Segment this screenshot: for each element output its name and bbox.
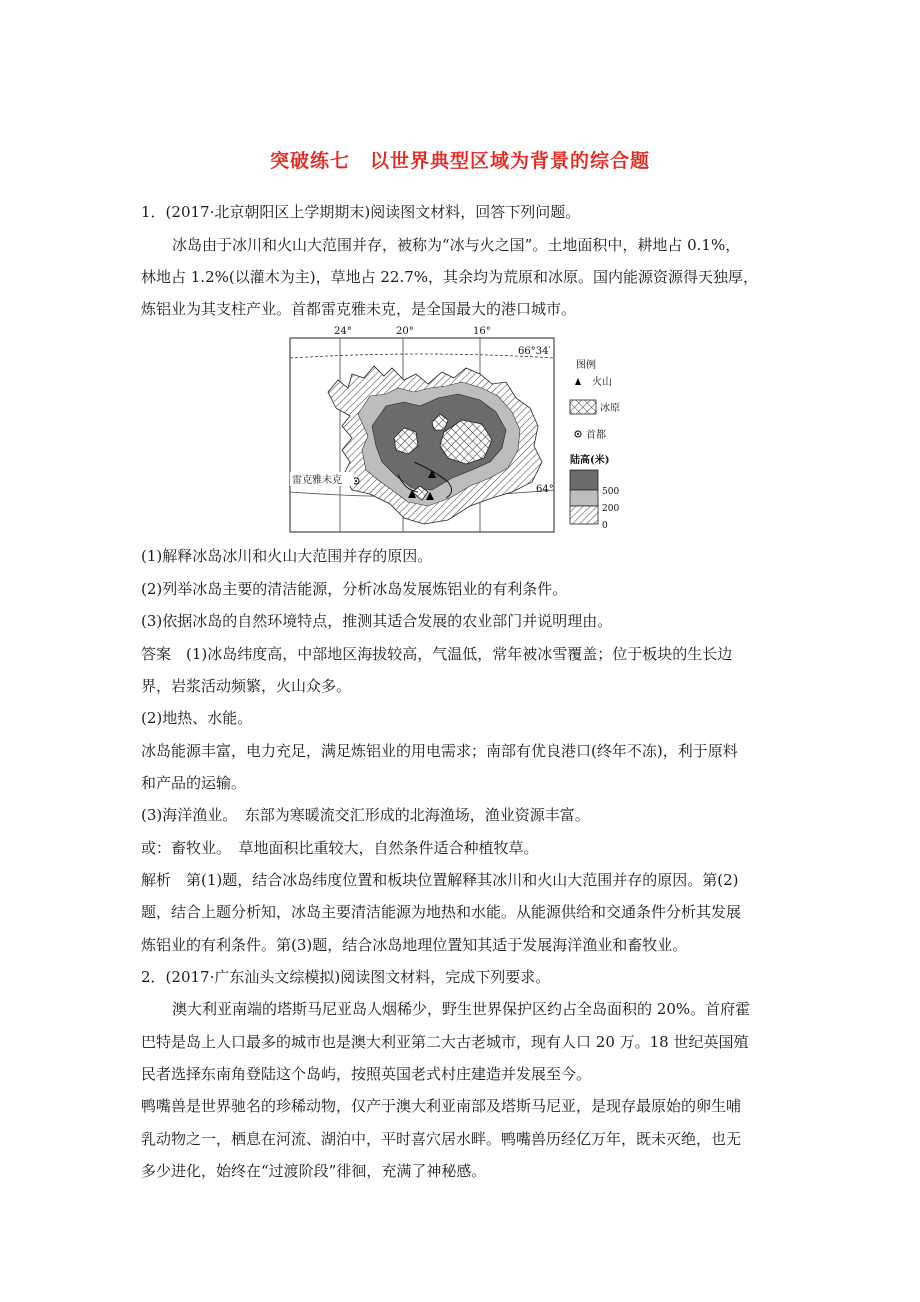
lon-label-16: 16°: [473, 326, 491, 337]
q2-material-line: 民者选择东南角登陆这个岛屿，按照英国老式村庄建造并发展至今。: [141, 1065, 592, 1083]
answer-line: 界，岩浆活动频繁，火山众多。: [141, 677, 352, 695]
legend-volcano-label: 火山: [592, 377, 612, 388]
capital-label: 雷克雅未克: [292, 475, 342, 486]
elev-tick-200: 200: [602, 504, 620, 514]
lon-label-20: 20°: [396, 326, 414, 337]
elev-tick-0: 0: [602, 521, 608, 531]
analysis-line: 题，结合上题分析知，冰岛主要清洁能源为地热和水能。从能源供给和交通条件分析其发展: [141, 903, 742, 921]
q1-subquestion: (1)解释冰岛冰川和火山大范围并存的原因。: [141, 547, 433, 565]
q2-material-line: 乳动物之一，栖息在河流、湖泊中，平时喜穴居水畔。鸭嘴兽历经亿万年，既未灭绝，也无: [141, 1130, 742, 1148]
legend-icefield-swatch: [570, 400, 596, 414]
q2-material-line: 澳大利亚南端的塔斯马尼亚岛人烟稀少，野生世界保护区约占全岛面积的 20%。首府霍: [172, 1000, 751, 1018]
answer-line: 冰岛能源丰富，电力充足，满足炼铝业的用电需求；南部有优良港口(终年不冻)，利于原料: [141, 742, 738, 760]
legend-title: 图例: [576, 360, 596, 371]
q2-material-line: 巴特是岛上人口最多的城市也是澳大利亚第二大古老城市，现有人口 20 万。18 世纪英国殖: [141, 1033, 749, 1051]
answer-line: (3)海洋渔业。 东部为寒暖流交汇形成的北海渔场，渔业资源丰富。: [141, 806, 590, 824]
answer-line: 答案 (1)冰岛纬度高，中部地区海拔较高，气温低，常年被冰雪覆盖；位于板块的生长边: [141, 645, 733, 663]
legend-mid-swatch: [570, 490, 598, 506]
q1-material-line: 林地占 1.2%(以灌木为主)，草地占 22.7%，其余均为荒原和冰原。国内能源资源得天独厚，: [141, 268, 759, 286]
page-title: 突破练七 以世界典型区域为背景的综合题: [269, 150, 650, 172]
analysis-line: 解析 第(1)题，结合冰岛纬度位置和板块位置解释其冰川和火山大范围并存的原因。第(2): [141, 871, 739, 889]
question-1-header: 1．(2017·北京朝阳区上学期期末)阅读图文材料，回答下列问题。: [141, 203, 581, 221]
q1-material-line: 炼铝业为其支柱产业。首都雷克雅未克，是全国最大的港口城市。: [141, 300, 577, 318]
legend-capital-label: 首都: [586, 430, 606, 441]
lat-label-arctic: 66°34′: [518, 346, 551, 357]
lon-label-24: 24°: [334, 326, 352, 337]
iceland-map-figure: [286, 322, 632, 534]
answer-line: (2)地热、水能。: [141, 709, 253, 727]
answer-line: 和产品的运输。: [141, 774, 247, 792]
question-2-header: 2．(2017·广东汕头文综模拟)阅读图文材料，完成下列要求。: [141, 968, 551, 986]
q1-subquestion: (2)列举冰岛主要的清洁能源，分析冰岛发展炼铝业的有利条件。: [141, 580, 568, 598]
elev-tick-500: 500: [602, 487, 620, 497]
legend-volcano-icon: [575, 378, 581, 385]
answer-line: 或：畜牧业。 草地面积比重较大，自然条件适合种植牧草。: [141, 839, 539, 857]
legend-high-swatch: [570, 470, 598, 490]
analysis-line: 炼铝业的有利条件。第(3)题，结合冰岛地理位置知其适于发展海洋渔业和畜牧业。: [141, 936, 688, 954]
q1-material-line: 冰岛由于冰川和火山大范围并存，被称为“冰与火之国”。土地面积中，耕地占 0.1%，: [172, 236, 741, 254]
legend-elevation-title: 陆高(米): [570, 455, 610, 466]
q2-material-line: 多少进化，始终在“过渡阶段”徘徊，充满了神秘感。: [141, 1162, 487, 1180]
q1-subquestion: (3)依据冰岛的自然环境特点，推测其适合发展的农业部门并说明理由。: [141, 612, 613, 630]
q2-material-line: 鸭嘴兽是世界驰名的珍稀动物，仅产于澳大利亚南部及塔斯马尼亚，是现存最原始的卵生哺: [141, 1097, 742, 1115]
arctic-circle: [290, 354, 554, 358]
legend-low-swatch: [570, 506, 598, 524]
lat-label-64: 64°: [536, 484, 554, 495]
legend-icefield-label: 冰原: [600, 403, 620, 414]
